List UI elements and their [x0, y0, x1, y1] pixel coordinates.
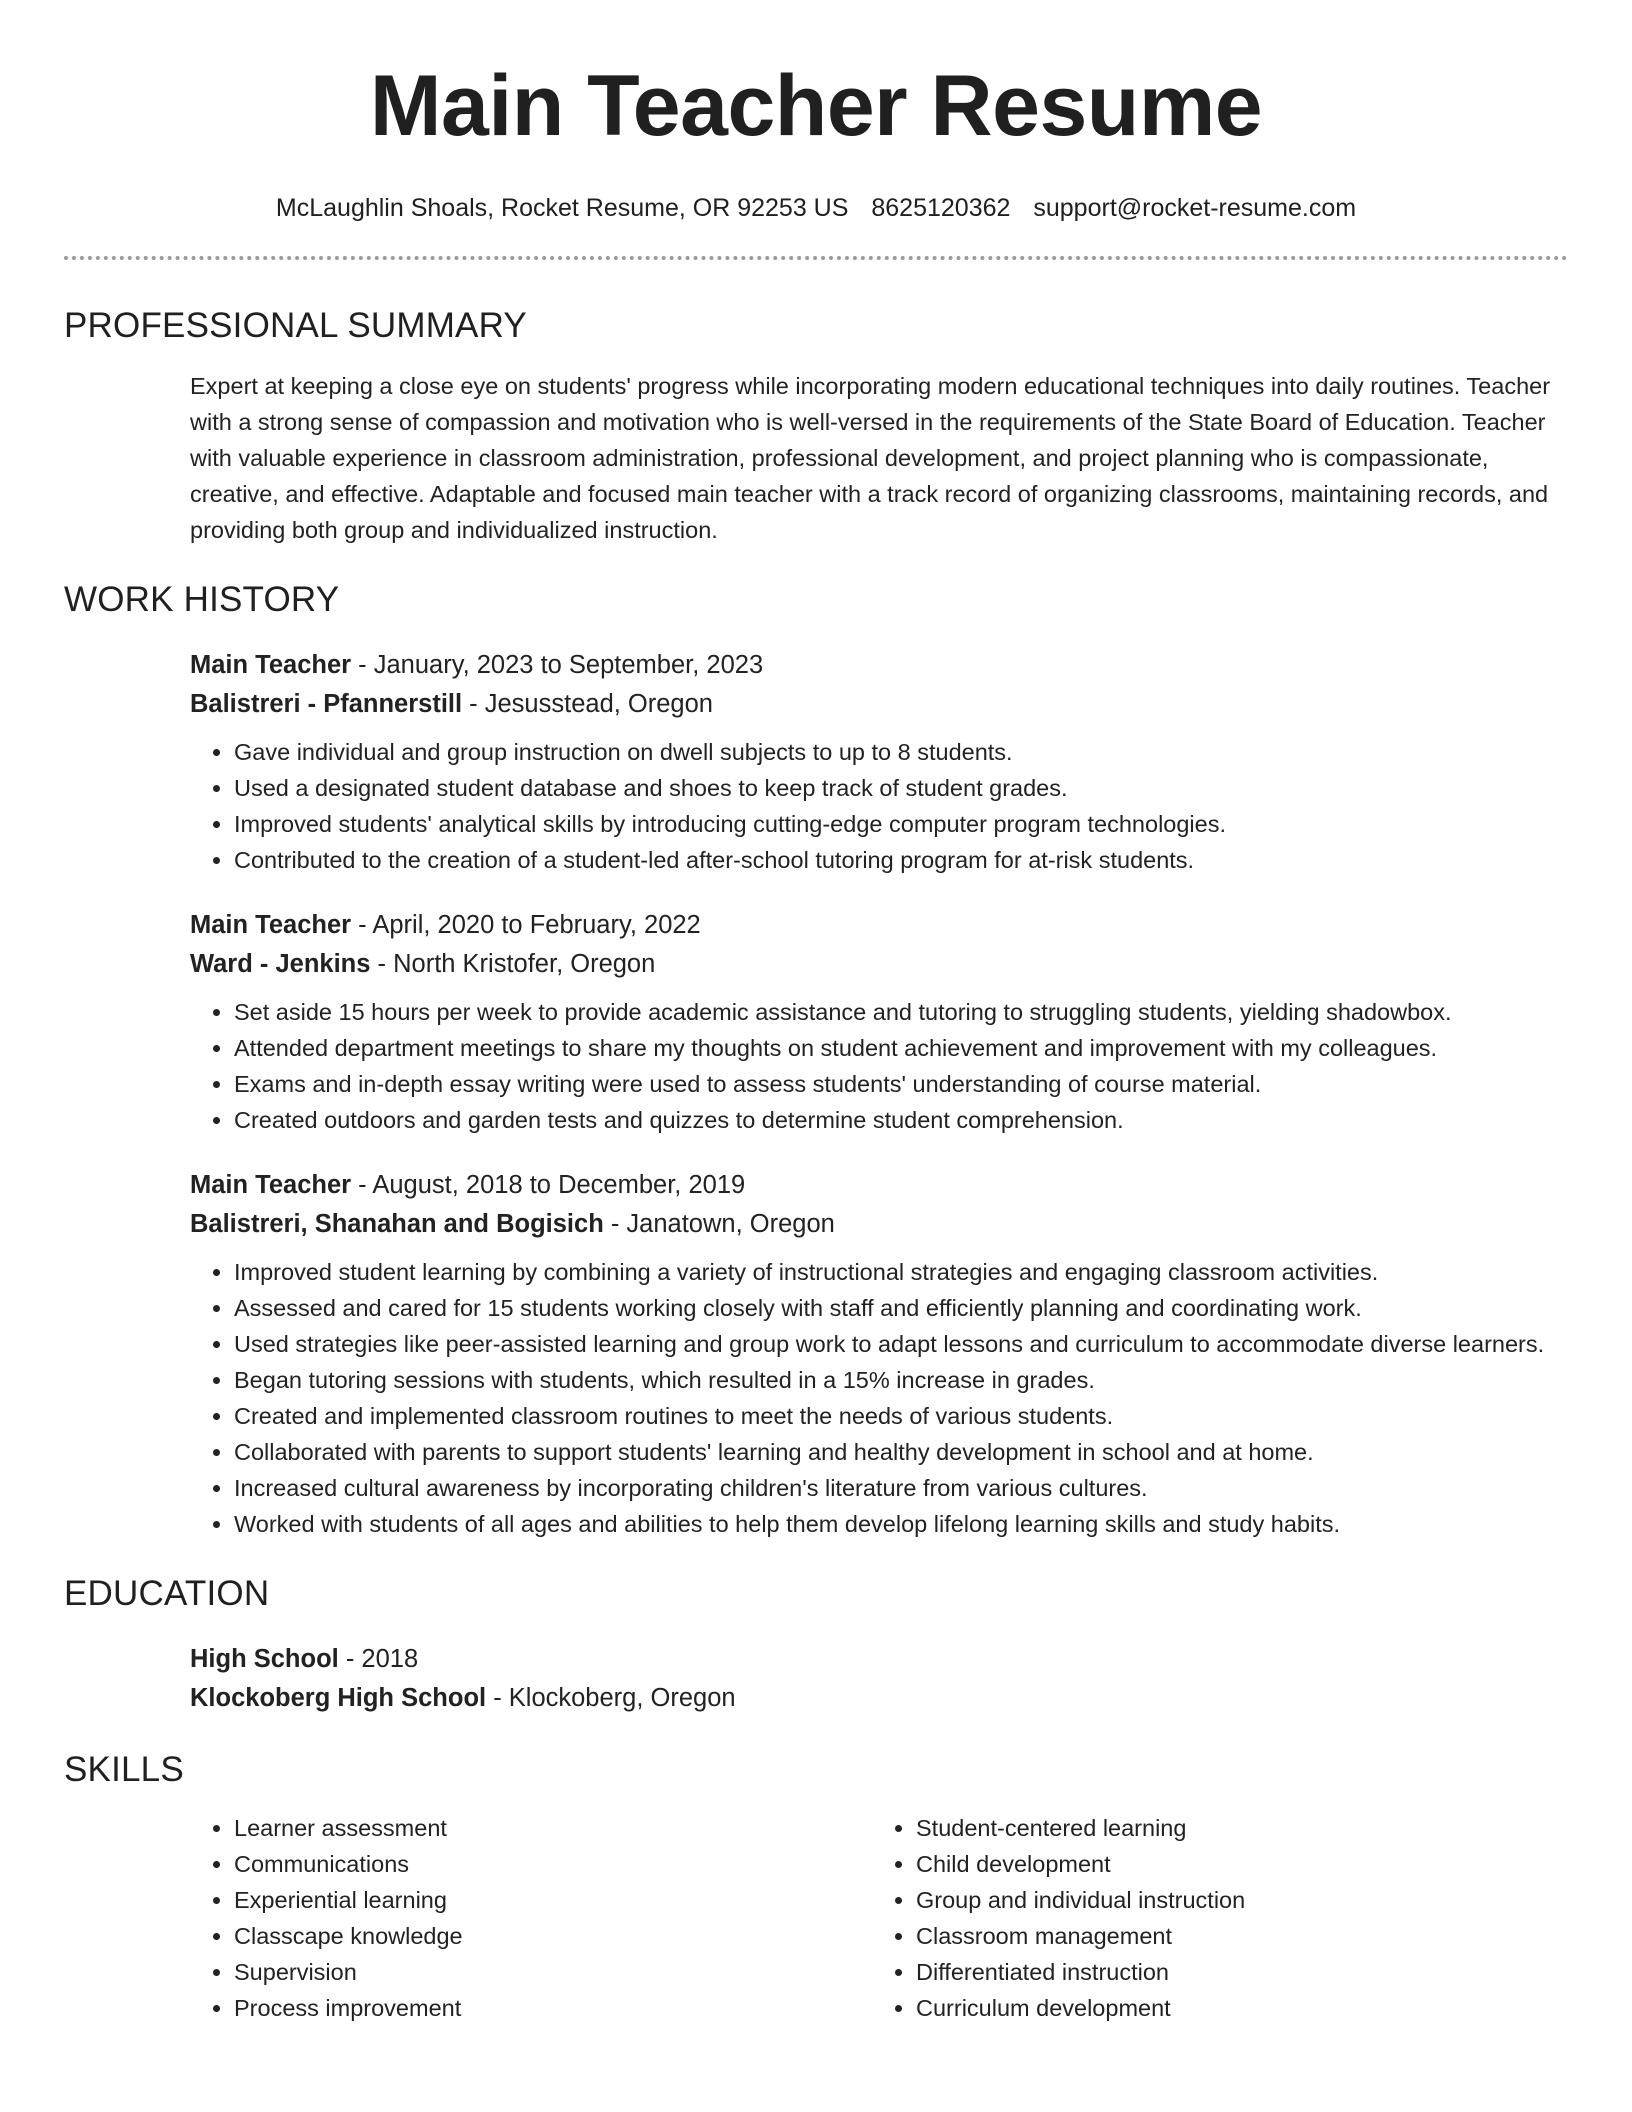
list-item: • Gave individual and group instruction on dwell subjects to up to 8 students. — [234, 734, 1568, 770]
list-item: • Improved student learning by combining a variety of instructional strategies and engaging classroom activities. — [234, 1254, 1568, 1290]
list-item: • Worked with students of all ages and abilities to help them develop lifelong learning skills and study habits. — [234, 1506, 1568, 1542]
section-title-summary: PROFESSIONAL SUMMARY — [64, 306, 527, 345]
job-role-line — [190, 1166, 1568, 1205]
section-title-education: EDUCATION — [64, 1574, 270, 1613]
education-school: Klockoberg High School — [190, 1684, 487, 1712]
contact-phone: 8625120362 — [871, 194, 1011, 222]
job-role-line — [190, 906, 1568, 945]
section-skills — [64, 1748, 1568, 2026]
job-employer-line — [190, 685, 1568, 724]
skill-item: • Learner assessment — [234, 1810, 872, 1846]
job-location: - Jesusstead, Oregon — [462, 690, 713, 718]
skill-item: • Group and individual instruction — [916, 1882, 1554, 1918]
list-item: • Assessed and cared for 15 students working closely with staff and efficiently planning and coordinating work. — [234, 1290, 1568, 1326]
skill-item: • Supervision — [234, 1954, 872, 1990]
education-year: - 2018 — [338, 1645, 419, 1673]
list-item: • Increased cultural awareness by incorporating children's literature from various cultures. — [234, 1470, 1568, 1506]
section-professional-summary — [64, 304, 1568, 548]
skill-item: • Classcape knowledge — [234, 1918, 872, 1954]
job-bullets — [190, 1254, 1568, 1542]
resume-title: Main Teacher Resume — [369, 58, 1263, 154]
job-employer-line — [190, 945, 1568, 984]
list-item: • Began tutoring sessions with students, which resulted in a 15% increase in grades. — [234, 1362, 1568, 1398]
job-entry — [190, 906, 1568, 1138]
education-entry — [190, 1640, 1568, 1718]
skill-item: • Experiential learning — [234, 1882, 872, 1918]
section-work-history — [64, 578, 1568, 1542]
job-role: Main Teacher — [190, 911, 352, 939]
contact-email: support@rocket-resume.com — [1033, 194, 1357, 222]
job-employer: Balistreri - Pfannerstill — [190, 690, 463, 718]
summary-text: Expert at keeping a close eye on students' progress while incorporating modern educational techniques into daily routines. Teacher with a strong sense of compassion and motivation who is well-versed in the requirements of the State Board of Education. Teacher with valuable experience in classroom administration, professional development, and project planning who is compassionate, creative, and effective. Adaptable and focused main teacher with a track record of organizing classrooms, maintaining records, and providing both group and individualized instruction. — [190, 373, 1551, 543]
job-role: Main Teacher — [190, 1171, 352, 1199]
skill-item: • Communications — [234, 1846, 872, 1882]
skill-item: • Process improvement — [234, 1990, 872, 2026]
job-employer: Ward - Jenkins — [190, 950, 371, 978]
job-dates: - August, 2018 to December, 2019 — [351, 1171, 746, 1199]
job-employer: Balistreri, Shanahan and Bogisich — [190, 1210, 604, 1238]
skill-item: • Student-centered learning — [916, 1810, 1554, 1846]
list-item: • Collaborated with parents to support students' learning and healthy development in school and at home. — [234, 1434, 1568, 1470]
job-role: Main Teacher — [190, 651, 352, 679]
list-item: • Set aside 15 hours per week to provide academic assistance and tutoring to struggling students, yielding shadowbox. — [234, 994, 1568, 1030]
section-title-skills: SKILLS — [64, 1750, 184, 1789]
list-item: • Exams and in-depth essay writing were used to assess students' understanding of course material. — [234, 1066, 1568, 1102]
job-role-line — [190, 646, 1568, 685]
list-item: • Attended department meetings to share my thoughts on student achievement and improvement with my colleagues. — [234, 1030, 1568, 1066]
section-education — [64, 1572, 1568, 1718]
skill-item: • Curriculum development — [916, 1990, 1554, 2026]
education-location: - Klockoberg, Oregon — [486, 1684, 736, 1712]
job-location: - Janatown, Oregon — [603, 1210, 835, 1238]
skills-left-column — [190, 1810, 872, 2026]
education-degree: High School — [190, 1645, 339, 1673]
skill-item: • Classroom management — [916, 1918, 1554, 1954]
skills-columns — [190, 1810, 1568, 2026]
list-item: • Used strategies like peer-assisted learning and group work to adapt lessons and curriculum to accommodate diverse learners. — [234, 1326, 1568, 1362]
job-entry — [190, 646, 1568, 878]
list-item: • Used a designated student database and shoes to keep track of student grades. — [234, 770, 1568, 806]
job-dates: - January, 2023 to September, 2023 — [351, 651, 764, 679]
list-item: • Improved students' analytical skills by introducing cutting-edge computer program technologies. — [234, 806, 1568, 842]
list-item: • Contributed to the creation of a student-led after-school tutoring program for at-risk students. — [234, 842, 1568, 878]
skill-item: • Differentiated instruction — [916, 1954, 1554, 1990]
education-school-line — [190, 1679, 1568, 1718]
job-bullets — [190, 734, 1568, 878]
job-entry — [190, 1166, 1568, 1542]
header-divider — [64, 256, 1568, 260]
list-item: • Created and implemented classroom routines to meet the needs of various students. — [234, 1398, 1568, 1434]
job-employer-line — [190, 1205, 1568, 1244]
job-dates: - April, 2020 to February, 2022 — [351, 911, 701, 939]
skill-item: • Child development — [916, 1846, 1554, 1882]
job-bullets — [190, 994, 1568, 1138]
list-item: • Created outdoors and garden tests and quizzes to determine student comprehension. — [234, 1102, 1568, 1138]
contact-line — [64, 192, 1568, 224]
job-location: - North Kristofer, Oregon — [370, 950, 656, 978]
education-degree-line — [190, 1640, 1568, 1679]
section-title-work: WORK HISTORY — [64, 580, 340, 619]
skills-right-column — [872, 1810, 1554, 2026]
contact-address: McLaughlin Shoals, Rocket Resume, OR 92253 US — [275, 194, 849, 222]
